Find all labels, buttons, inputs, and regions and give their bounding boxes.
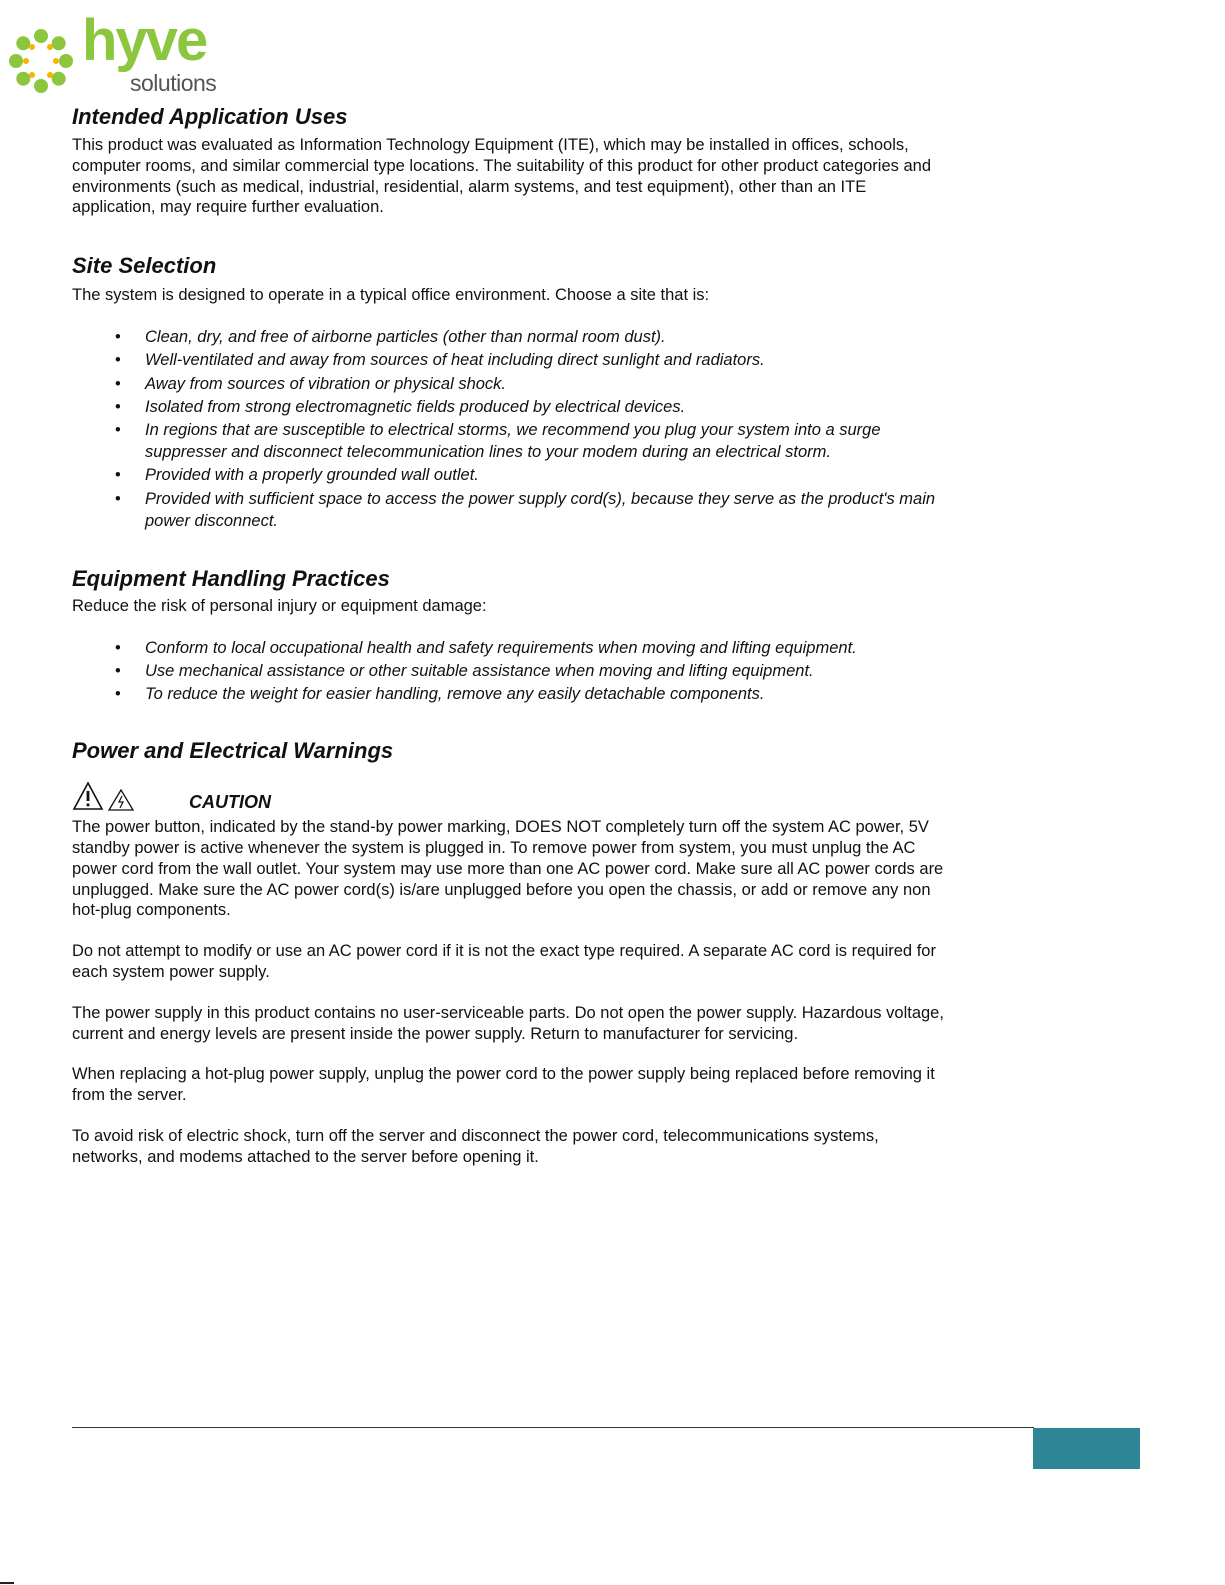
power-warning-paragraph: Do not attempt to modify or use an AC power cord if it is not the exact type required. A separate AC cord is required for each system power supply.: [72, 942, 936, 981]
handling-intro: Reduce the risk of personal injury or equipment damage:: [72, 596, 487, 615]
site-selection-intro: The system is designed to operate in a typical office environment. Choose a site that is:: [72, 286, 710, 305]
list-item: • Use mechanical assistance or other suitable assistance when moving and lifting equipment.: [72, 660, 952, 682]
heading-site-selection: Site Selection: [72, 253, 217, 279]
heading-intended-application-uses: Intended Application Uses: [72, 104, 348, 129]
power-warning-paragraph: When replacing a hot-plug power supply, unplug the power cord to the power supply being replaced before removing it from the server.: [72, 1065, 935, 1105]
list-item: • Isolated from strong electromagnetic fields produced by electrical devices.: [72, 396, 952, 418]
list-item: • Conform to local occupational health and safety requirements when moving and lifting equipment.: [72, 637, 952, 659]
heading-equipment-handling-practices: Equipment Handling Practices: [72, 565, 390, 591]
site-selection-list: [72, 326, 952, 532]
hyve-solutions-logo: [6, 8, 226, 98]
heading-power-electrical-warnings: Power and Electrical Warnings: [72, 738, 394, 764]
intended-uses-paragraph: This product was evaluated as Information Technology Equipment (ITE), which may be installed in offices, schools, computer rooms, and similar commercial type locations. The suitability of this product for other product categories and environments (such as medical, industrial, residential, alarm systems, and test equipment), other than an ITE application, may require further evaluation.: [72, 136, 932, 217]
list-item: • Away from sources of vibration or physical shock.: [72, 373, 952, 395]
list-item: • Clean, dry, and free of airborne particles (other than normal room dust).: [72, 326, 952, 348]
handling-list: [72, 637, 952, 706]
logo-brand-text: hyve: [82, 8, 207, 73]
flower-logo-icon: [6, 26, 76, 96]
list-item: • Well-ventilated and away from sources of heat including direct sunlight and radiators.: [72, 349, 952, 371]
caution-label: CAUTION: [189, 792, 271, 813]
caution-header: [72, 781, 952, 817]
page-corner-mark: [0, 1582, 14, 1584]
warning-triangle-icon: [72, 781, 104, 811]
power-warning-paragraph: The power supply in this product contains no user-serviceable parts. Do not open the power supply. Hazardous voltage, current and energy levels are present inside the power supply. Return to manufacturer for servicing.: [72, 1003, 944, 1043]
list-item: • Provided with sufficient space to access the power supply cord(s), because they serve as the product's main power disconnect.: [72, 488, 952, 532]
power-warning-paragraph: The power button, indicated by the stand-by power marking, DOES NOT completely turn off the system AC power, 5V standby power is active whenever the system is plugged in. To remove power from system, you must unplug the AC power cord from the wall outlet. Your system may use more than one AC power cord. Make sure all AC power cords are unplugged. Make sure the AC power cord(s) is/are unplugged before you open the chassis, or add or remove any non hot-plug components.: [72, 818, 944, 920]
list-item: • To reduce the weight for easier handling, remove any easily detachable components.: [72, 683, 952, 705]
footer-page-box: [1033, 1428, 1140, 1469]
electric-shock-warning-icon: [108, 789, 134, 811]
power-warning-paragraph: To avoid risk of electric shock, turn off the server and disconnect the power cord, telecommunications systems, networks, and modems attached to the server before opening it.: [72, 1126, 879, 1166]
document-body: [72, 100, 952, 1168]
list-item: • In regions that are susceptible to electrical storms, we recommend you plug your system into a surge suppresser and disconnect telecommunication lines to your modem during an electrical storm.: [72, 419, 952, 463]
logo-sub-text: solutions: [130, 70, 217, 96]
footer-divider: [72, 1427, 1034, 1428]
list-item: • Provided with a properly grounded wall outlet.: [72, 464, 952, 486]
